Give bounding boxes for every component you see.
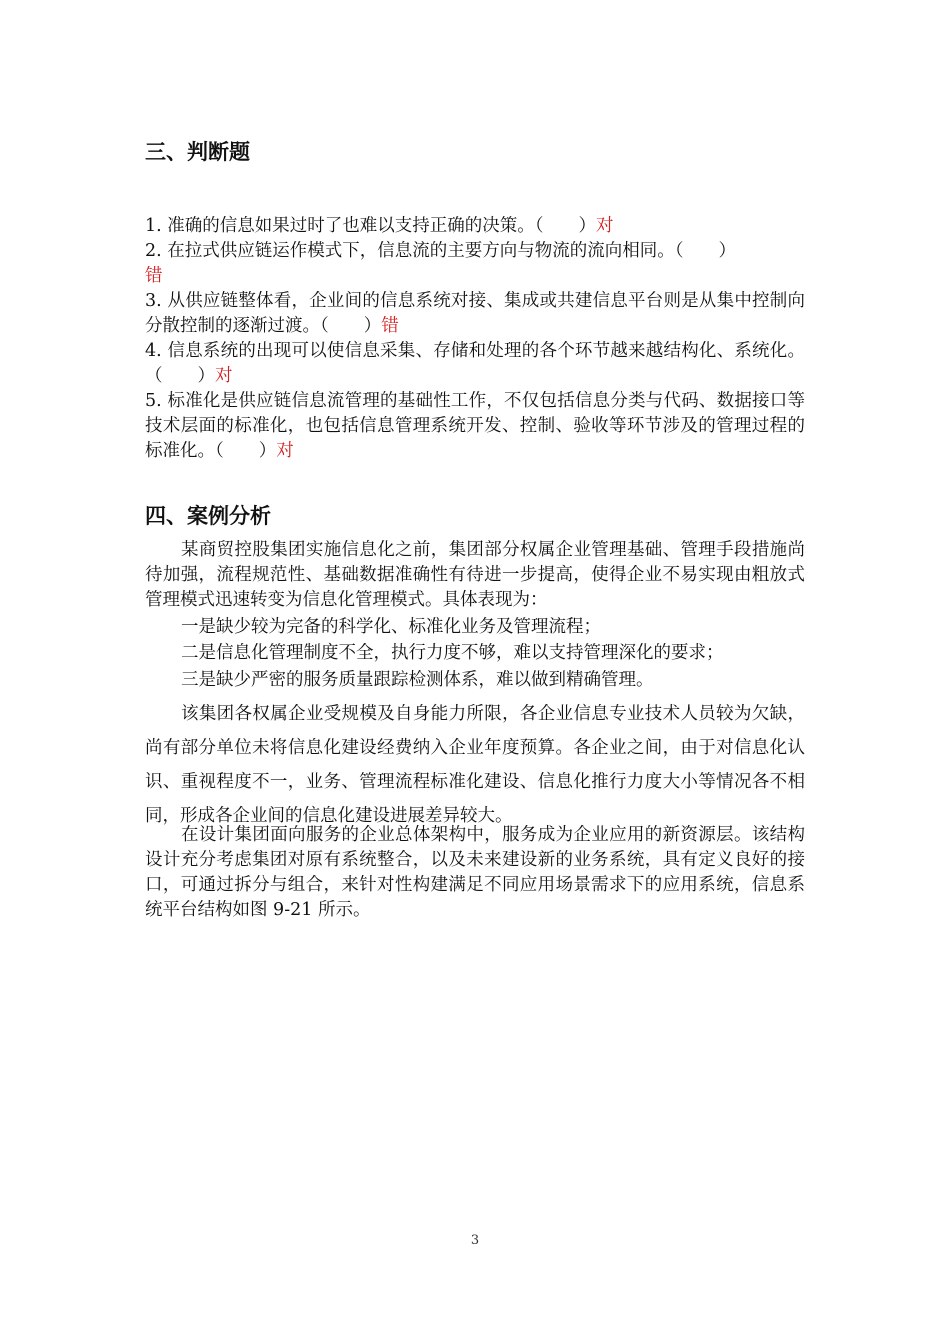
question-text: 1. 准确的信息如果过时了也难以支持正确的决策。（ ） <box>145 216 597 236</box>
question-3 <box>145 289 805 339</box>
section3-heading: 三、判断题 <box>145 140 250 164</box>
case-intro-paragraph: 某商贸控股集团实施信息化之前，集团部分权属企业管理基础、管理手段措施尚待加强，流程规范性、基础数据准确性有待进一步提高，使得企业不易实现由粗放式管理模式迅速转变为信息化管理模式。具体表现为： <box>145 540 805 610</box>
question-text: 4. 信息系统的出现可以使信息采集、存储和处理的各个环节越来越结构化、系统化。（ ） <box>145 341 805 386</box>
question-5 <box>145 389 805 464</box>
question-2 <box>145 239 805 289</box>
case-item-1: 一是缺少较为完备的科学化、标准化业务及管理流程； <box>181 617 601 637</box>
question-answer: 对 <box>215 366 233 386</box>
question-text: 5. 标准化是供应链信息流管理的基础性工作，不仅包括信息分类与代码、数据接口等技术层面的标准化，也包括信息管理系统开发、控制、验收等环节涉及的管理过程的标准化。（ ） <box>145 391 805 461</box>
case-item-2: 二是信息化管理制度不全，执行力度不够，难以支持管理深化的要求； <box>181 643 724 663</box>
case-item-3: 三是缺少严密的服务质量跟踪检测体系，难以做到精确管理。 <box>181 670 654 690</box>
question-text: 2. 在拉式供应链运作模式下，信息流的主要方向与物流的流向相同。（ ） <box>145 241 737 261</box>
case-paragraph-3: 在设计集团面向服务的企业总体架构中，服务成为企业应用的新资源层。该结构设计充分考虑集团对原有系统整合，以及未来建设新的业务系统，具有定义良好的接口，可通过拆分与组合，来针对性构建满足不同应用场景需求下的应用系统，信息系统平台结构如图 9-21 所示。 <box>145 825 805 920</box>
question-answer: 对 <box>596 216 614 236</box>
case-paragraph-2: 该集团各权属企业受规模及自身能力所限，各企业信息专业技术人员较为欠缺，尚有部分单位未将信息化建设经费纳入企业年度预算。各企业之间，由于对信息化认识、重视程度不一，业务、管理流程标准化建设、信息化推行力度大小等情况各不相同，形成各企业间的信息化建设进展差异较大。 <box>145 704 805 826</box>
section4-heading: 四、案例分析 <box>145 504 271 528</box>
question-answer: 对 <box>276 441 294 461</box>
question-answer: 错 <box>145 266 163 286</box>
question-4 <box>145 339 805 389</box>
question-answer: 错 <box>381 316 399 336</box>
page-number: 3 <box>470 1233 480 1248</box>
question-text: 3. 从供应链整体看，企业间的信息系统对接、集成或共建信息平台则是从集中控制向分散控制的逐渐过渡。（ ） <box>145 291 805 336</box>
question-1 <box>145 214 805 239</box>
